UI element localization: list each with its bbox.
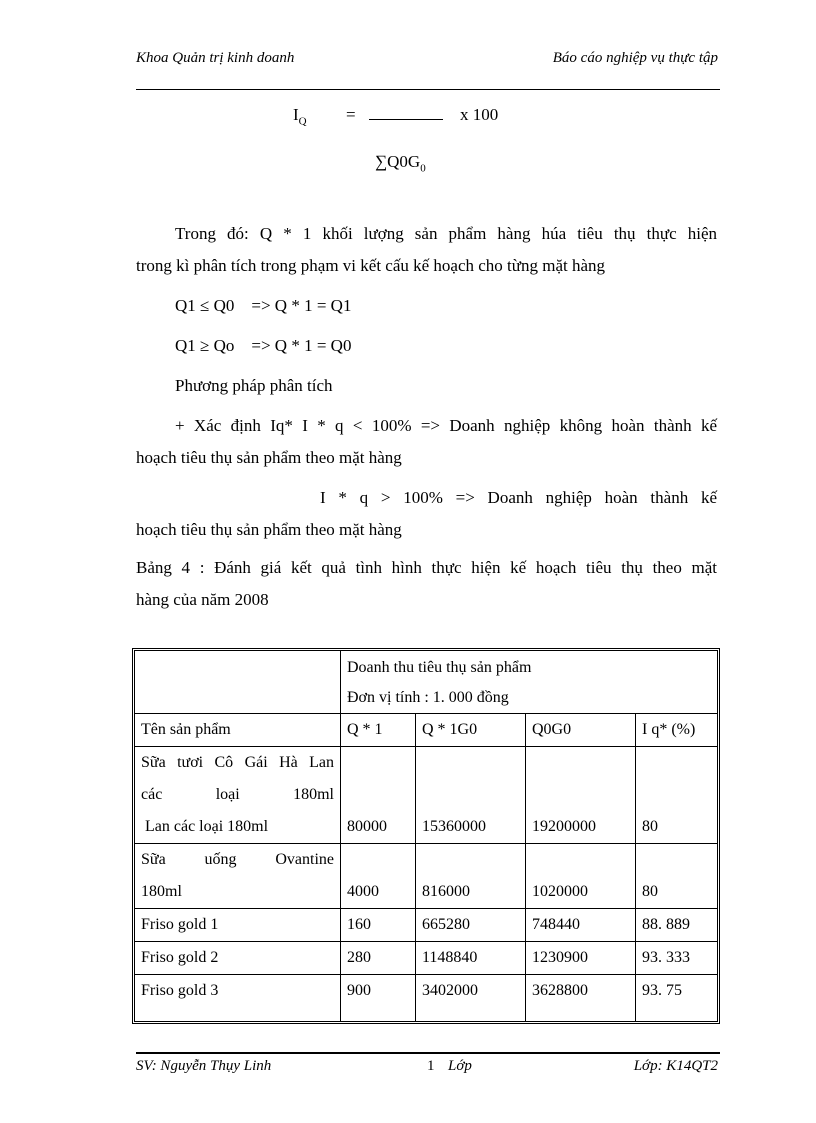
col-header-product: Tên sản phẩm bbox=[135, 714, 341, 747]
q0g0-cell: 1020000 bbox=[526, 844, 636, 909]
q1-cell: 900 bbox=[341, 975, 416, 1021]
footer-rule bbox=[136, 1052, 720, 1054]
condition-2: Q1 ≥ Qo => Q * 1 = Q0 bbox=[175, 336, 352, 355]
formula-lhs: $I_Q$ bbox=[293, 105, 307, 128]
col-header-q0g0: Q0G0 bbox=[526, 714, 636, 747]
fraction-bar bbox=[369, 119, 443, 120]
table-header-row-1 bbox=[135, 651, 717, 714]
q1g0-cell: 1148840 bbox=[416, 942, 526, 975]
q1g0-cell: 3402000 bbox=[416, 975, 526, 1021]
product-name-cell bbox=[135, 844, 341, 909]
formula-equals: = bbox=[346, 105, 356, 124]
table-row bbox=[135, 909, 717, 942]
q0g0-cell: 3628800 bbox=[526, 975, 636, 1021]
col-header-q1: Q * 1 bbox=[341, 714, 416, 747]
q0g0-cell: 748440 bbox=[526, 909, 636, 942]
q1-cell: 80000 bbox=[341, 747, 416, 844]
product-name-line: Sữa tươi Cô Gái Hà Lan bbox=[141, 754, 334, 771]
formula-lhs-sub: Q bbox=[298, 115, 307, 128]
q1g0-cell: 816000 bbox=[416, 844, 526, 909]
para1-line2: trong kì phân tích trong phạm vi kết cấu kế hoạch cho từng mặt hàng bbox=[136, 256, 606, 275]
product-name-cell: Friso gold 3 bbox=[135, 975, 341, 1021]
table-row bbox=[135, 942, 717, 975]
col-header-iq: I q* (%) bbox=[636, 714, 717, 747]
q1g0-cell: 15360000 bbox=[416, 747, 526, 844]
q1-cell: 160 bbox=[341, 909, 416, 942]
case1-line1: + Xác định Iq* I * q < 100% => Doanh nghiệp không hoàn thành kế bbox=[175, 416, 717, 435]
table-row bbox=[135, 747, 717, 844]
iq-cell: 93. 333 bbox=[636, 942, 717, 975]
formula-denominator: $\sum Q0G_0$ bbox=[375, 152, 426, 175]
iq-cell: 88. 889 bbox=[636, 909, 717, 942]
header-rule bbox=[136, 89, 720, 90]
table-header-row-2 bbox=[135, 714, 717, 747]
footer-student: SV: Nguyễn Thụy Linh bbox=[136, 1058, 272, 1074]
method-heading: Phương pháp phân tích bbox=[175, 376, 333, 395]
header-empty-cell bbox=[135, 651, 341, 714]
product-name-cell bbox=[135, 747, 341, 844]
q1g0-cell: 665280 bbox=[416, 909, 526, 942]
product-name-cell: Friso gold 2 bbox=[135, 942, 341, 975]
product-name-line: các loại 180ml bbox=[141, 786, 334, 803]
group-header bbox=[341, 651, 717, 714]
case2-line2: hoạch tiêu thụ sản phẩm theo mặt hàng bbox=[136, 520, 402, 539]
sales-table bbox=[132, 648, 720, 1024]
table-caption-line1: Bảng 4 : Đánh giá kết quả tình hình thực hiện kế hoạch tiêu thụ theo mặt bbox=[136, 558, 717, 577]
table-caption-line2: hàng của năm 2008 bbox=[136, 590, 269, 609]
table-row bbox=[135, 844, 717, 909]
q1-cell: 4000 bbox=[341, 844, 416, 909]
iq-cell: 93. 75 bbox=[642, 982, 682, 999]
footer-center-label: Lớp bbox=[448, 1058, 472, 1074]
product-name-line: Lan các loại 180ml bbox=[141, 818, 269, 835]
q1-cell: 280 bbox=[341, 942, 416, 975]
header-faculty: Khoa Quản trị kinh doanh bbox=[136, 50, 295, 66]
col-header-q1g0: Q * 1G0 bbox=[416, 714, 526, 747]
condition-1: Q1 ≤ Q0 => Q * 1 = Q1 bbox=[175, 296, 352, 315]
formula-multiplier: x 100 bbox=[460, 105, 499, 124]
case2-line1: I * q > 100% => Doanh nghiệp hoàn thành kế bbox=[320, 488, 717, 507]
footer-page-number: 1 bbox=[427, 1058, 435, 1074]
table-row bbox=[135, 975, 717, 1021]
q0g0-cell: 19200000 bbox=[526, 747, 636, 844]
footer-class: Lớp: K14QT2 bbox=[633, 1058, 718, 1074]
iq-cell: 80 bbox=[636, 747, 717, 844]
product-name-cell: Friso gold 1 bbox=[135, 909, 341, 942]
para1-line1: Trong đó: Q * 1 khối lượng sản phẩm hàng húa tiêu thụ thực hiện bbox=[175, 224, 717, 243]
case1-line2: hoạch tiêu thụ sản phẩm theo mặt hàng bbox=[136, 448, 402, 467]
iq-cell: 80 bbox=[636, 844, 717, 909]
q0g0-cell: 1230900 bbox=[526, 942, 636, 975]
group-header-line2: Đơn vị tính : 1. 000 đồng bbox=[347, 689, 509, 706]
product-name-line: 180ml bbox=[141, 883, 182, 900]
product-name-line: Sữa uống Ovantine bbox=[141, 851, 334, 868]
group-header-line1: Doanh thu tiêu thụ sản phẩm bbox=[347, 659, 532, 676]
header-report-title: Báo cáo nghiệp vụ thực tập bbox=[552, 50, 718, 66]
